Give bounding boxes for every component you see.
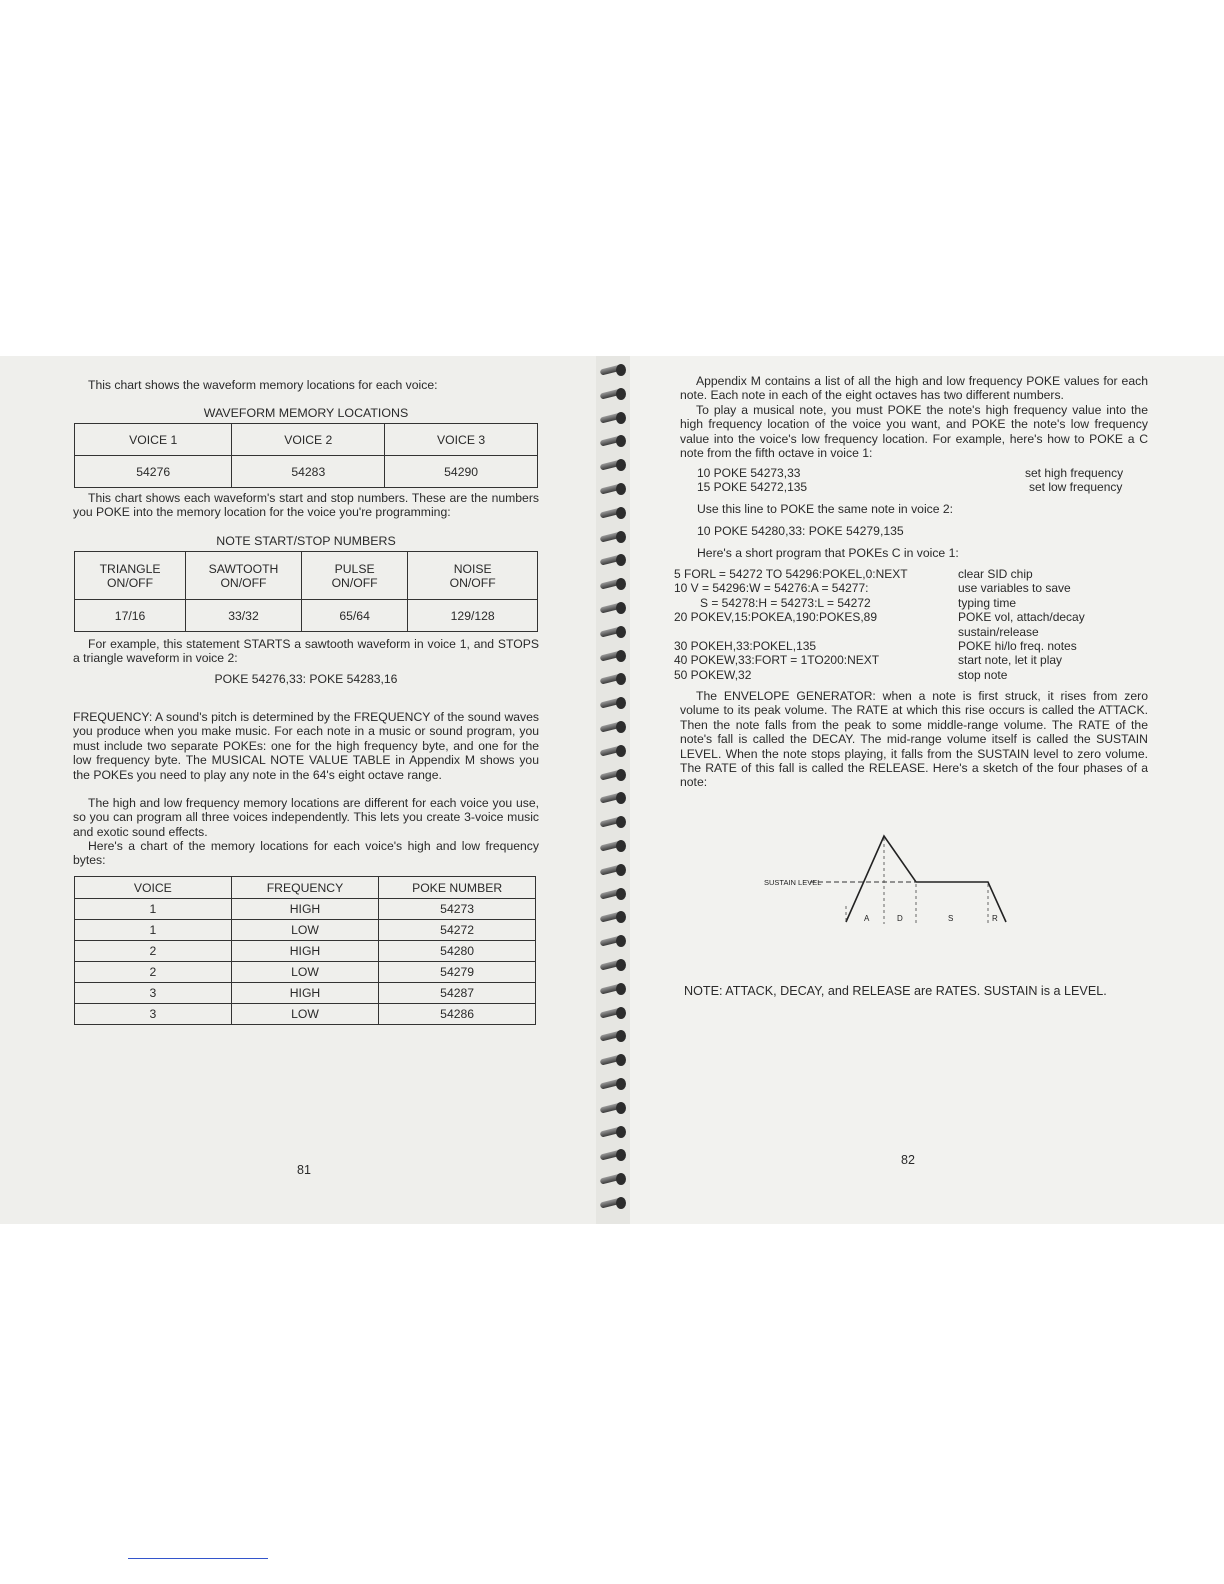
code-text: S = 54278:H = 54273:L = 54272 [700, 595, 871, 610]
spiral-coil [600, 1102, 626, 1116]
note-line: NOTE: ATTACK, DECAY, and RELEASE are RATES. SUSTAIN is a LEVEL. [684, 984, 1107, 998]
table-cell: LOW [231, 1004, 379, 1025]
coil-hole [616, 1102, 626, 1114]
code-text: 20 POKEV,15:POKEA,190:POKES,89 [674, 610, 878, 625]
code-text: 5 FORL = 54272 TO 54296:POKEL,0:NEXT [674, 567, 908, 581]
header-line: ON/OFF [449, 575, 496, 590]
code-text: 30 POKEH,33:POKEL,135 [674, 638, 817, 653]
envelope-curve [846, 836, 1006, 922]
code-line [674, 610, 1114, 624]
coil-hole [616, 673, 626, 685]
coil-hole [616, 959, 626, 971]
code-comment: sustain/release [958, 624, 1039, 639]
envelope-paragraph: The ENVELOPE GENERATOR: when a note is first struck, it rises from zero volume to its peak volume. The RATE at which this rise occurs is called the ATTACK. Then the note falls from the peak to some middle-range volume. The RATE of the note's fall is called the DECAY. The mid-range volume itself is called the SUSTAIN LEVEL. When the note stops playing, it falls from the SUSTAIN level to zero volume. The RATE of this fall is called the RELEASE. Here's a sketch of the four phases of a note: [680, 689, 1148, 790]
spiral-coil [600, 935, 626, 949]
spiral-coil [600, 1054, 626, 1068]
coil-hole [616, 554, 626, 566]
code-comment: set low frequency [1029, 480, 1123, 495]
code-text: 50 POKEW,32 [674, 667, 752, 682]
table-header-cell: VOICE [75, 877, 232, 899]
spiral-coil [600, 840, 626, 854]
coil-hole [616, 1054, 626, 1066]
page-81 [0, 356, 596, 1224]
code-line [697, 480, 1135, 494]
header-line: ON/OFF [331, 575, 378, 590]
coil-hole [616, 459, 626, 471]
table-header-row [75, 424, 538, 456]
spiral-coil [600, 673, 626, 687]
header-line: TRIANGLE [99, 561, 161, 576]
table-header-cell [186, 552, 302, 600]
code-line [674, 596, 1114, 610]
table-header-cell: FREQUENCY [231, 877, 379, 899]
waveform-table-caption: WAVEFORM MEMORY LOCATIONS [203, 406, 409, 420]
table-cell: 54276 [75, 456, 232, 488]
code-line [674, 625, 1114, 639]
code-comment: use variables to save [958, 581, 1071, 596]
spiral-coil [600, 554, 626, 568]
coil-hole [616, 1078, 626, 1090]
spiral-coil [600, 769, 626, 783]
spiral-coil [600, 1197, 626, 1211]
spiral-coil [600, 459, 626, 473]
table-cell: LOW [231, 962, 379, 983]
spiral-coil [600, 1007, 626, 1021]
spiral-coil [600, 578, 626, 592]
code-text: 10 POKE 54273,33 [697, 466, 801, 480]
release-label: R [992, 914, 998, 923]
code-line [674, 581, 1114, 595]
table-cell: 54290 [385, 456, 538, 488]
spiral-coil [600, 1078, 626, 1092]
spiral-coil [600, 364, 626, 378]
table-cell: 3 [75, 1004, 232, 1025]
table-cell: 54283 [232, 456, 385, 488]
coil-hole [616, 864, 626, 876]
appendix-paragraph: Appendix M contains a list of all the high and low frequency POKE values for each note. Each note in each of the eight octaves has two different numbers. [680, 374, 1148, 403]
table-cell: 54279 [379, 962, 536, 983]
frequency-table [74, 876, 536, 1025]
waveform-memory-table [74, 423, 538, 488]
coil-hole [616, 1007, 626, 1019]
note-table-caption: NOTE START/STOP NUMBERS [216, 534, 396, 548]
sustain-label: S [948, 914, 954, 923]
header-line: NOISE [453, 561, 492, 576]
voice2-line: Use this line to POKE the same note in voice 2: [697, 502, 954, 516]
coil-hole [616, 531, 626, 543]
play-note-paragraph: To play a musical note, you must POKE the note's high frequency value into the high frequency location of the voice you want, and POKE the note's low frequency value into the voice's low frequency location. For example, here's how to POKE a C note from the fifth octave in voice 1: [680, 403, 1148, 461]
table-header-row [75, 877, 536, 899]
adsr-envelope-diagram [760, 828, 1010, 928]
table-cell: 65/64 [301, 600, 407, 632]
hilo-paragraph: The high and low frequency memory locations are different for each voice you use, so you can program all three voices independently. This lets you create 3-voice music and exotic sound effects. [73, 796, 539, 839]
spiral-coil [600, 983, 626, 997]
table-row [75, 600, 538, 632]
decay-label: D [897, 914, 903, 923]
spiral-coil [600, 721, 626, 735]
table-cell: 54280 [379, 941, 536, 962]
coil-hole [616, 721, 626, 733]
table-cell: 54286 [379, 1004, 536, 1025]
code-line [674, 668, 1114, 682]
table-cell: 129/128 [408, 600, 538, 632]
coil-hole [616, 626, 626, 638]
coil-hole [616, 602, 626, 614]
table-row [75, 983, 536, 1004]
code-line [674, 567, 1114, 581]
spiral-coil [600, 864, 626, 878]
table-cell: 1 [75, 899, 232, 920]
spiral-coil [600, 959, 626, 973]
code-block-voice1 [697, 466, 1135, 495]
coil-hole [616, 1030, 626, 1042]
coil-hole [616, 435, 626, 447]
coil-hole [616, 578, 626, 590]
spiral-coil [600, 1126, 626, 1140]
header-line: PULSE [334, 561, 375, 576]
spiral-coil [600, 650, 626, 664]
coil-hole [616, 1126, 626, 1138]
table-cell: LOW [231, 920, 379, 941]
coil-hole [616, 840, 626, 852]
frequency-paragraph: FREQUENCY: A sound's pitch is determined by the FREQUENCY of the sound waves you produce when you make music. For each note in a music or sound program, you must include two separate POKEs: one for the high frequency byte, and one for the low frequency byte. The MUSICAL NOTE VALUE TABLE in Appendix M shows you the POKEs you need to play any note in the 64's eight octave range. [73, 710, 539, 782]
table-cell: 1 [75, 920, 232, 941]
header-line: ON/OFF [107, 575, 154, 590]
spiral-coil [600, 792, 626, 806]
table-header-row [75, 552, 538, 600]
spiral-coil [600, 626, 626, 640]
example-code: POKE 54276,33: POKE 54283,16 [214, 672, 398, 686]
coil-hole [616, 650, 626, 662]
page-number: 81 [297, 1163, 311, 1177]
table-row [75, 456, 538, 488]
attack-label: A [864, 914, 870, 923]
coil-hole [616, 1173, 626, 1185]
table-cell: 3 [75, 983, 232, 1004]
table-cell: 54272 [379, 920, 536, 941]
spiral-coil [600, 1149, 626, 1163]
table-cell: 17/16 [75, 600, 186, 632]
spiral-coil [600, 816, 626, 830]
coil-hole [616, 911, 626, 923]
table-cell: 33/32 [186, 600, 302, 632]
sustain-level-label: SUSTAIN LEVEL [764, 878, 822, 887]
start-stop-paragraph: This chart shows each waveform's start and stop numbers. These are the numbers you POKE into the memory location for the voice you're programming: [73, 491, 539, 520]
spiral-coil [600, 388, 626, 402]
spiral-binding [596, 356, 630, 1224]
table-row [75, 920, 536, 941]
spiral-coil [600, 1030, 626, 1044]
code-text: 10 V = 54296:W = 54276:A = 54277: [674, 581, 869, 596]
table-row [75, 962, 536, 983]
coil-hole [616, 816, 626, 828]
code-comment: POKE hi/lo freq. notes [958, 638, 1077, 653]
table-row [75, 1004, 536, 1025]
table-header-cell: VOICE 2 [232, 424, 385, 456]
code-comment: stop note [958, 667, 1008, 682]
code-comment: clear SID chip [958, 567, 1033, 581]
coil-hole [616, 364, 626, 376]
short-program-line: Here's a short program that POKEs C in voice 1: [697, 546, 959, 560]
table-cell: HIGH [231, 983, 379, 1004]
code-comment: POKE vol, attach/decay [958, 610, 1085, 625]
code-comment: typing time [958, 595, 1017, 610]
chart-paragraph: Here's a chart of the memory locations for each voice's high and low frequency bytes: [73, 839, 539, 868]
spiral-coil [600, 507, 626, 521]
spiral-coil [600, 697, 626, 711]
table-cell: 2 [75, 962, 232, 983]
spiral-coil [600, 745, 626, 759]
footer-rule [128, 1558, 268, 1559]
code-line [697, 466, 1135, 480]
table-header-cell [75, 552, 186, 600]
note-start-stop-table [74, 551, 538, 632]
code-line [674, 639, 1114, 653]
spiral-coil [600, 1173, 626, 1187]
table-header-cell: VOICE 1 [75, 424, 232, 456]
spiral-coil [600, 483, 626, 497]
page-number: 82 [901, 1153, 915, 1167]
spiral-coil [600, 911, 626, 925]
voice2-code: 10 POKE 54280,33: POKE 54279,135 [697, 524, 904, 538]
spiral-coil [600, 435, 626, 449]
table-cell: 54273 [379, 899, 536, 920]
table-cell: 54287 [379, 983, 536, 1004]
code-line [674, 653, 1114, 667]
coil-hole [616, 412, 626, 424]
coil-hole [616, 1197, 626, 1209]
coil-hole [616, 507, 626, 519]
waveform-intro: This chart shows the waveform memory locations for each voice: [88, 378, 438, 392]
spiral-coil [600, 412, 626, 426]
header-line: SAWTOOTH [208, 561, 279, 576]
program-listing [674, 567, 1114, 682]
spiral-coil [600, 602, 626, 616]
example-paragraph: For example, this statement STARTS a sawtooth waveform in voice 1, and STOPS a triangle waveform in voice 2: [73, 637, 539, 666]
table-header-cell: VOICE 3 [385, 424, 538, 456]
coil-hole [616, 769, 626, 781]
page-82 [630, 356, 1224, 1224]
header-line: ON/OFF [220, 575, 267, 590]
coil-hole [616, 888, 626, 900]
table-cell: HIGH [231, 941, 379, 962]
coil-hole [616, 745, 626, 757]
table-cell: 2 [75, 941, 232, 962]
book-spread [0, 356, 1224, 1224]
code-text: 40 POKEW,33:FORT = 1TO200:NEXT [674, 653, 880, 668]
coil-hole [616, 388, 626, 400]
table-header-cell: POKE NUMBER [379, 877, 536, 899]
table-header-cell [408, 552, 538, 600]
coil-hole [616, 1149, 626, 1161]
spiral-coil [600, 888, 626, 902]
coil-hole [616, 483, 626, 495]
code-text: 15 POKE 54272,135 [697, 480, 808, 495]
table-row [75, 941, 536, 962]
table-cell: HIGH [231, 899, 379, 920]
code-comment: start note, let it play [958, 653, 1063, 668]
table-row [75, 899, 536, 920]
code-comment: set high frequency [1025, 466, 1124, 480]
coil-hole [616, 983, 626, 995]
coil-hole [616, 792, 626, 804]
spiral-coil [600, 531, 626, 545]
coil-hole [616, 697, 626, 709]
table-header-cell [301, 552, 407, 600]
coil-hole [616, 935, 626, 947]
